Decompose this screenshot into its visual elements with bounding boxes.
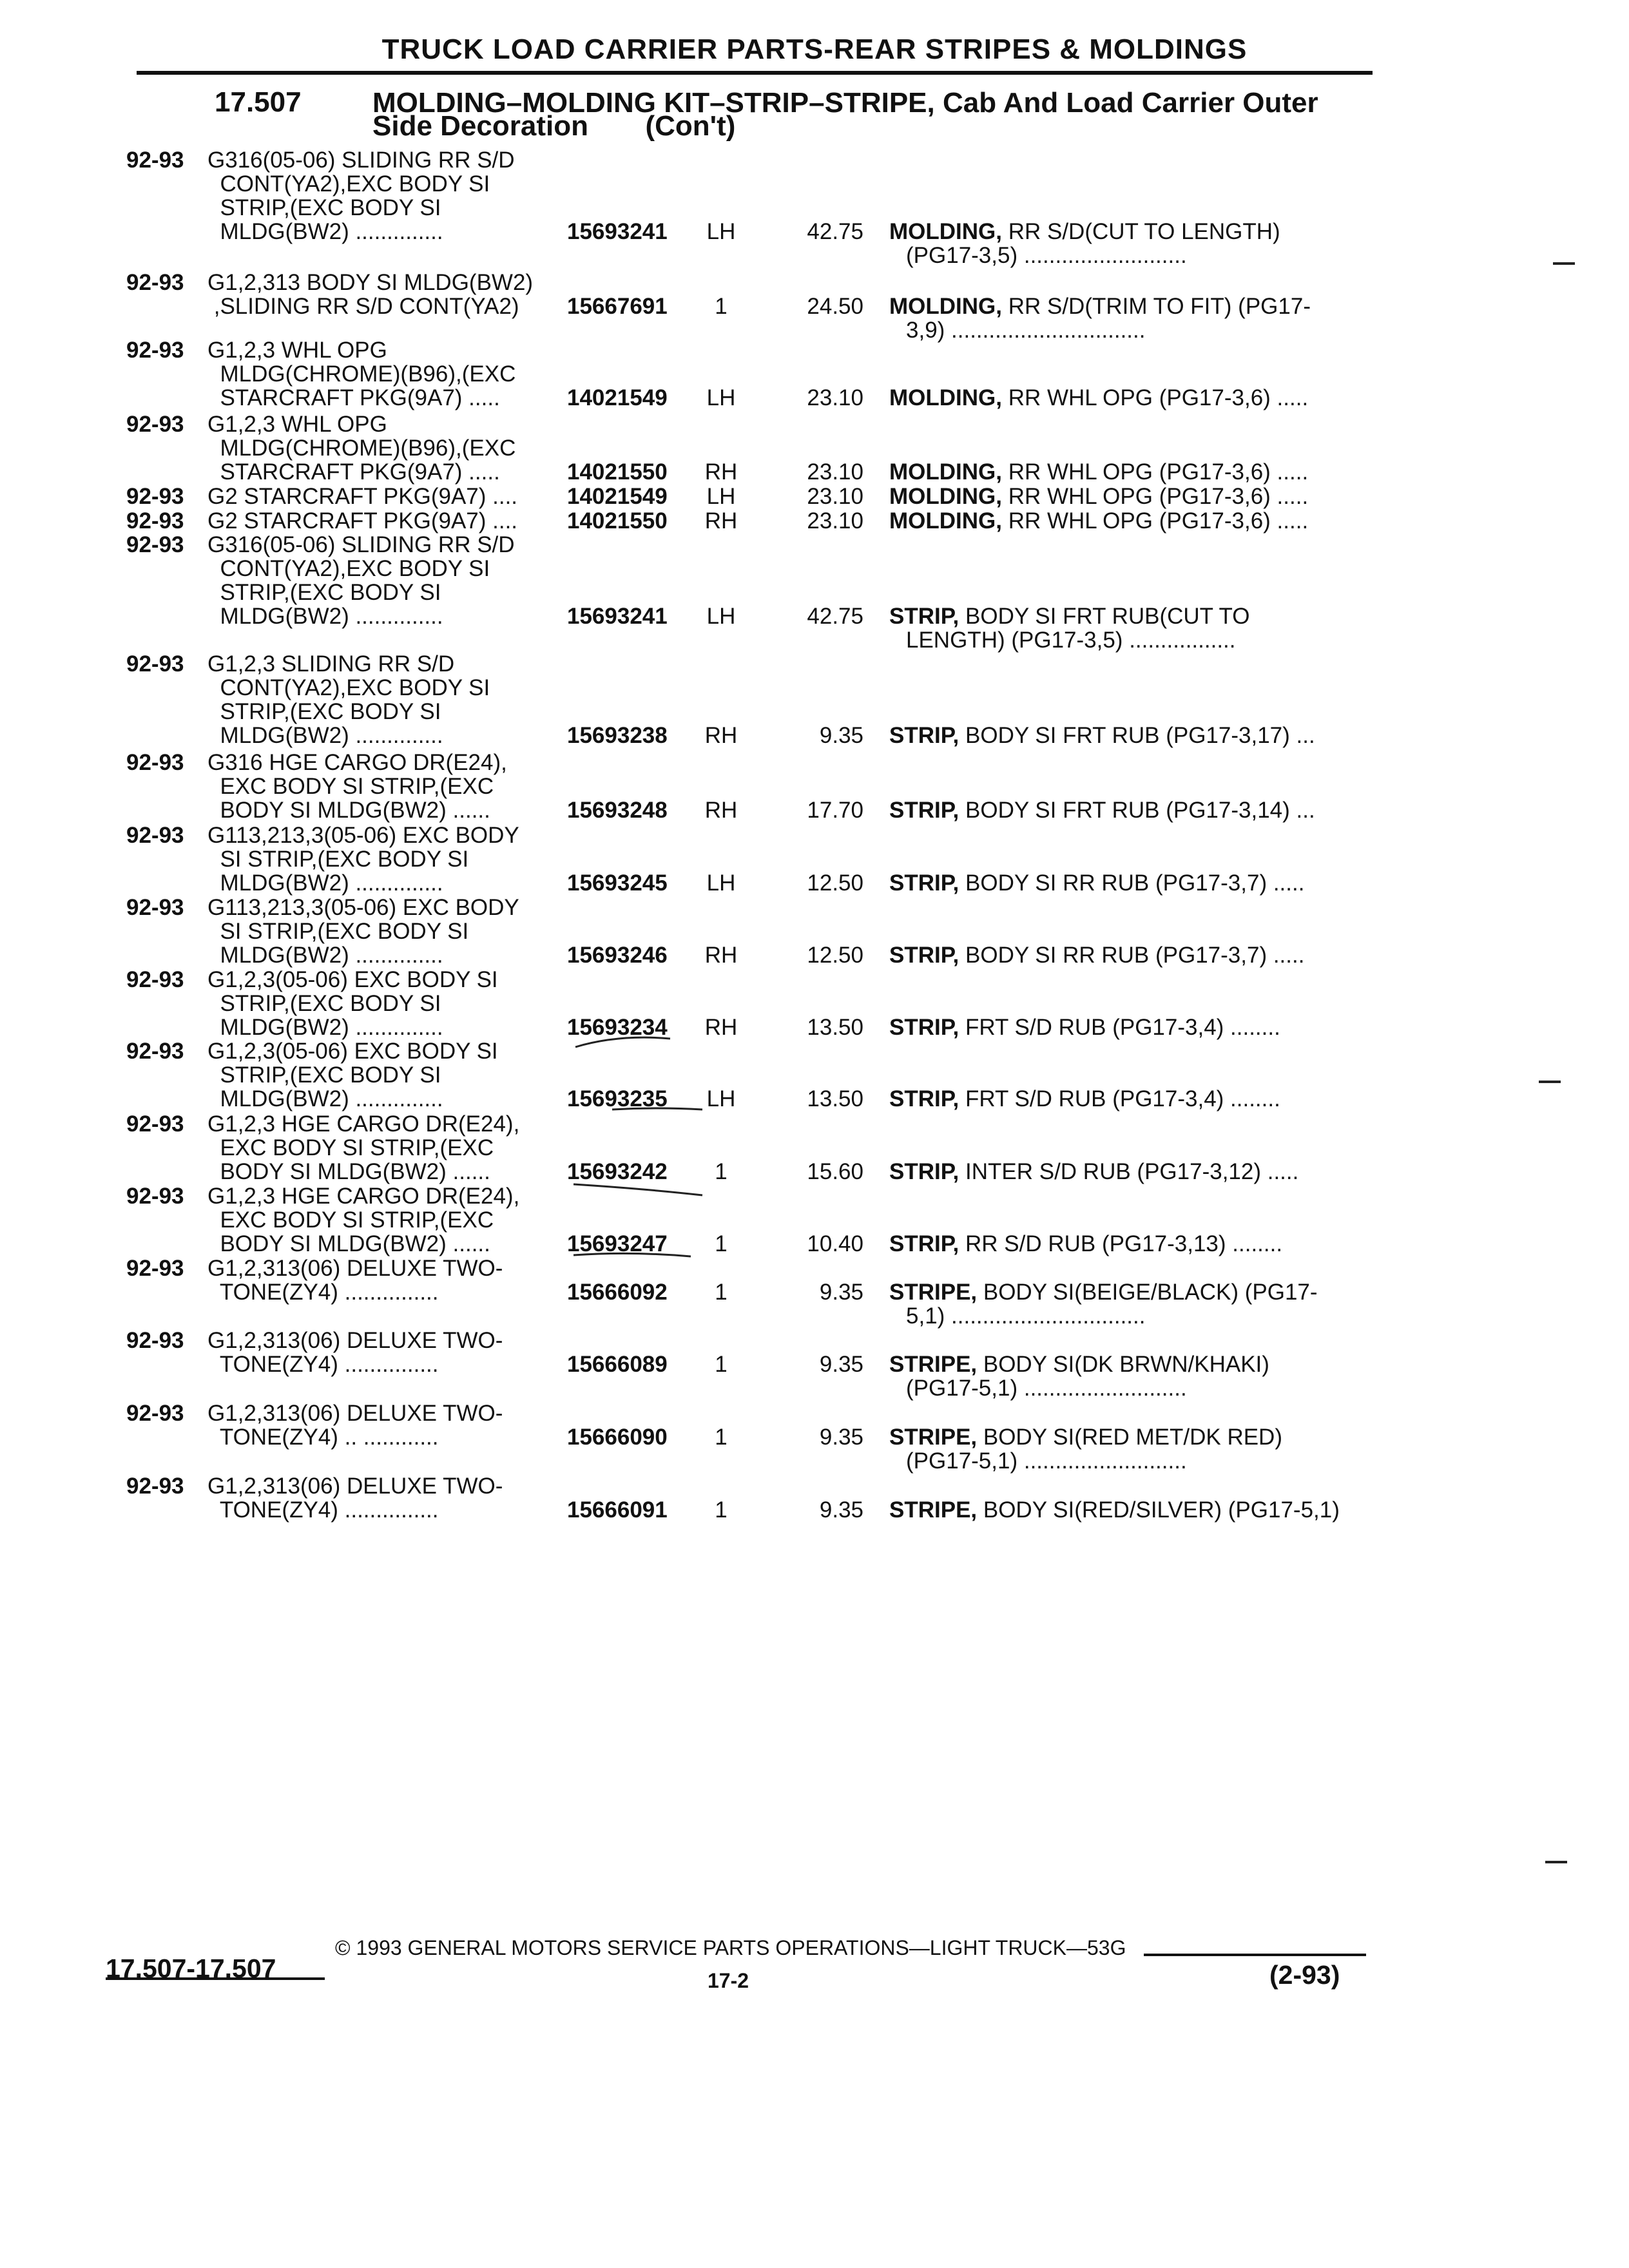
description-line: EXC BODY SI STRIP,(EXC [207, 1135, 494, 1160]
part-name-keyword: MOLDING, [889, 385, 1002, 410]
part-number: 15693238 [567, 723, 668, 748]
margin-mark [1553, 262, 1575, 265]
quantity-or-side: LH [706, 1086, 736, 1111]
section-continued: (Con't) [645, 110, 736, 142]
quantity-or-side: 1 [715, 1497, 728, 1523]
quantity-or-side: 1 [715, 1280, 728, 1305]
price: 42.75 [807, 219, 863, 244]
quantity-or-side: 1 [715, 1425, 728, 1450]
part-number: 15693246 [567, 943, 668, 968]
model-year: 92-93 [126, 270, 184, 295]
part-name-keyword: MOLDING, [889, 294, 1002, 319]
part-name-line2: 3,9) ............................... [906, 318, 1146, 343]
description-line: BODY SI MLDG(BW2) ...... [207, 1231, 490, 1256]
part-name-detail: BODY SI(RED/SILVER) (PG17-5,1) [977, 1497, 1340, 1523]
part-number: 15693235 [567, 1086, 668, 1111]
part-name-keyword: STRIPE, [889, 1497, 978, 1523]
price: 9.35 [819, 1497, 863, 1523]
model-year: 92-93 [126, 1039, 184, 1064]
part-name-keyword: MOLDING, [889, 459, 1002, 485]
description-line: G1,2,313 BODY SI MLDG(BW2) [207, 270, 534, 295]
description-line: STRIP,(EXC BODY SI [207, 699, 441, 724]
part-name-line2: LENGTH) (PG17-3,5) ................. [906, 628, 1236, 653]
price: 24.50 [807, 294, 863, 319]
description-line: G1,2,3(05-06) EXC BODY SI [207, 967, 498, 992]
part-name-detail: RR WHL OPG (PG17-3,6) ..... [1001, 385, 1309, 410]
description-line: G316(05-06) SLIDING RR S/D [207, 148, 515, 173]
part-name-keyword: MOLDING, [889, 508, 1002, 533]
part-name-detail: BODY SI RR RUB (PG17-3,7) ..... [959, 870, 1305, 896]
part-name-detail: FRT S/D RUB (PG17-3,4) ........ [959, 1086, 1280, 1111]
part-name-detail: BODY SI RR RUB (PG17-3,7) ..... [959, 943, 1305, 968]
description-line: EXC BODY SI STRIP,(EXC [207, 774, 494, 799]
margin-mark [1539, 1081, 1561, 1083]
part-name-detail: BODY SI(RED MET/DK RED) [977, 1425, 1282, 1450]
part-name-line2: 5,1) ............................... [906, 1303, 1146, 1329]
part-name-keyword: STRIP, [889, 1159, 959, 1184]
page-title: TRUCK LOAD CARRIER PARTS-REAR STRIPES & MOLDINGS [381, 34, 1248, 65]
part-name-keyword: STRIP, [889, 723, 959, 748]
part-number: 15693247 [567, 1231, 668, 1256]
part-number: 15693241 [567, 604, 668, 629]
description-line: MLDG(BW2) .............. [207, 1015, 443, 1040]
part-name-detail: INTER S/D RUB (PG17-3,12) ..... [959, 1159, 1299, 1184]
description-line: CONT(YA2),EXC BODY SI [207, 556, 490, 581]
quantity-or-side: 1 [715, 294, 728, 319]
section-title-subtitle: Side Decoration [372, 110, 588, 142]
price: 9.35 [819, 723, 863, 748]
quantity-or-side: 1 [715, 1159, 728, 1184]
part-number: 15693234 [567, 1015, 668, 1040]
part-name-detail: RR WHL OPG (PG17-3,6) ..... [1001, 508, 1309, 533]
part-name-detail: RR WHL OPG (PG17-3,6) ..... [1001, 484, 1309, 509]
part-name-detail: BODY SI FRT RUB (PG17-3,14) ... [959, 798, 1315, 823]
part-number: 15667691 [567, 294, 668, 319]
description-line: SI STRIP,(EXC BODY SI [207, 847, 469, 872]
part-name-keyword: STRIP, [889, 604, 959, 629]
price: 12.50 [807, 870, 863, 896]
model-year: 92-93 [126, 508, 184, 533]
copyright-line: © 1993 GENERAL MOTORS SERVICE PARTS OPERATIONS—LIGHT TRUCK—53G [335, 1936, 1126, 1959]
price: 23.10 [807, 484, 863, 509]
price: 12.50 [807, 943, 863, 968]
model-year: 92-93 [126, 1256, 184, 1281]
price: 23.10 [807, 385, 863, 410]
part-number: 15666090 [567, 1425, 668, 1450]
model-year: 92-93 [126, 895, 184, 920]
description-line: STRIP,(EXC BODY SI [207, 580, 441, 605]
part-number: 14021550 [567, 459, 668, 485]
description-line: STARCRAFT PKG(9A7) ..... [207, 459, 500, 485]
description-line: G1,2,313(06) DELUXE TWO- [207, 1401, 503, 1426]
footer-page-number: 17-2 [708, 1969, 749, 1992]
price: 23.10 [807, 459, 863, 485]
description-line: G113,213,3(05-06) EXC BODY [207, 823, 519, 848]
description-line: TONE(ZY4) ............... [207, 1280, 439, 1305]
description-line: BODY SI MLDG(BW2) ...... [207, 798, 490, 823]
price: 13.50 [807, 1015, 863, 1040]
part-number: 15666089 [567, 1352, 668, 1377]
price: 9.35 [819, 1280, 863, 1305]
description-line: G1,2,313(06) DELUXE TWO- [207, 1328, 503, 1353]
part-name-keyword: STRIP, [889, 1015, 959, 1040]
part-name-keyword: STRIP, [889, 943, 959, 968]
part-number: 14021549 [567, 484, 668, 509]
quantity-or-side: RH [704, 1015, 738, 1040]
part-name-keyword: STRIP, [889, 870, 959, 896]
quantity-or-side: LH [706, 604, 736, 629]
description-line: BODY SI MLDG(BW2) ...... [207, 1159, 490, 1184]
description-line: MLDG(CHROME)(B96),(EXC [207, 436, 516, 461]
description-line: MLDG(BW2) .............. [207, 604, 443, 629]
model-year: 92-93 [126, 338, 184, 363]
part-number: 15693245 [567, 870, 668, 896]
footer-date: (2-93) [1269, 1960, 1340, 1990]
model-year: 92-93 [126, 412, 184, 437]
description-line: G1,2,3 WHL OPG [207, 338, 387, 363]
price: 17.70 [807, 798, 863, 823]
description-line: MLDG(BW2) .............. [207, 219, 443, 244]
quantity-or-side: RH [704, 508, 738, 533]
model-year: 92-93 [126, 148, 184, 173]
part-name-line2: (PG17-3,5) .......................... [906, 243, 1187, 268]
part-number: 14021549 [567, 385, 668, 410]
part-name-detail: RR S/D(TRIM TO FIT) (PG17- [1001, 294, 1311, 319]
part-name-detail: BODY SI(BEIGE/BLACK) (PG17- [977, 1280, 1318, 1305]
price: 15.60 [807, 1159, 863, 1184]
price: 23.10 [807, 508, 863, 533]
description-line: MLDG(BW2) .............. [207, 870, 443, 896]
description-line: G2 STARCRAFT PKG(9A7) .... [207, 484, 518, 509]
part-number: 15666091 [567, 1497, 668, 1523]
description-line: TONE(ZY4) .. ............ [207, 1425, 439, 1450]
part-number: 15693242 [567, 1159, 668, 1184]
description-line: G1,2,313(06) DELUXE TWO- [207, 1256, 503, 1281]
pen-underline-2 [612, 1108, 702, 1110]
quantity-or-side: RH [704, 943, 738, 968]
model-year: 92-93 [126, 1401, 184, 1426]
model-year: 92-93 [126, 532, 184, 557]
quantity-or-side: LH [706, 870, 736, 896]
footer-rule-right [1144, 1954, 1366, 1956]
model-year: 92-93 [126, 823, 184, 848]
price: 13.50 [807, 1086, 863, 1111]
description-line: STRIP,(EXC BODY SI [207, 1062, 441, 1088]
part-number: 15666092 [567, 1280, 668, 1305]
pen-underline-3 [574, 1184, 702, 1195]
part-name-keyword: STRIP, [889, 1231, 959, 1256]
price: 9.35 [819, 1352, 863, 1377]
quantity-or-side: RH [704, 723, 738, 748]
part-name-line2: (PG17-5,1) .......................... [906, 1376, 1187, 1401]
quantity-or-side: LH [706, 219, 736, 244]
part-name-keyword: MOLDING, [889, 484, 1002, 509]
quantity-or-side: LH [706, 484, 736, 509]
description-line: EXC BODY SI STRIP,(EXC [207, 1207, 494, 1233]
model-year: 92-93 [126, 1111, 184, 1137]
part-name-keyword: STRIPE, [889, 1352, 978, 1377]
pen-underline-4 [574, 1253, 691, 1256]
section-number: 17.507 [215, 86, 302, 118]
model-year: 92-93 [126, 651, 184, 677]
price: 10.40 [807, 1231, 863, 1256]
quantity-or-side: LH [706, 385, 736, 410]
quantity-or-side: RH [704, 798, 738, 823]
description-line: G1,2,3 WHL OPG [207, 412, 387, 437]
part-name-detail: BODY SI(DK BRWN/KHAKI) [977, 1352, 1269, 1377]
quantity-or-side: 1 [715, 1352, 728, 1377]
footer-section-range: 17.507-17.507 [106, 1954, 276, 1983]
part-name-keyword: STRIP, [889, 798, 959, 823]
part-name-keyword: STRIP, [889, 1086, 959, 1111]
price: 9.35 [819, 1425, 863, 1450]
part-name-detail: BODY SI FRT RUB (PG17-3,17) ... [959, 723, 1315, 748]
part-name-keyword: MOLDING, [889, 219, 1002, 244]
model-year: 92-93 [126, 1328, 184, 1353]
description-line: G113,213,3(05-06) EXC BODY [207, 895, 519, 920]
description-line: SI STRIP,(EXC BODY SI [207, 919, 469, 944]
part-name-detail: RR S/D(CUT TO LENGTH) [1001, 219, 1280, 244]
description-line: G1,2,3 HGE CARGO DR(E24), [207, 1184, 520, 1209]
model-year: 92-93 [126, 967, 184, 992]
description-line: STARCRAFT PKG(9A7) ..... [207, 385, 500, 410]
description-line: TONE(ZY4) ............... [207, 1352, 439, 1377]
pen-underline-1 [575, 1037, 670, 1047]
description-line: MLDG(BW2) .............. [207, 943, 443, 968]
model-year: 92-93 [126, 1474, 184, 1499]
description-line: TONE(ZY4) ............... [207, 1497, 439, 1523]
part-name-line2: (PG17-5,1) .......................... [906, 1448, 1187, 1474]
part-number: 15693241 [567, 219, 668, 244]
description-line: G2 STARCRAFT PKG(9A7) .... [207, 508, 518, 533]
model-year: 92-93 [126, 1184, 184, 1209]
description-line: G1,2,3 SLIDING RR S/D [207, 651, 455, 677]
part-number: 15693248 [567, 798, 668, 823]
description-line: ,SLIDING RR S/D CONT(YA2) [207, 294, 519, 319]
part-name-keyword: STRIPE, [889, 1425, 978, 1450]
description-line: MLDG(BW2) .............. [207, 723, 443, 748]
description-line: MLDG(BW2) .............. [207, 1086, 443, 1111]
part-name-detail: BODY SI FRT RUB(CUT TO [959, 604, 1250, 629]
part-name-detail: RR WHL OPG (PG17-3,6) ..... [1001, 459, 1309, 485]
description-line: MLDG(CHROME)(B96),(EXC [207, 361, 516, 387]
margin-mark [1545, 1861, 1567, 1863]
description-line: CONT(YA2),EXC BODY SI [207, 171, 490, 197]
description-line: G316(05-06) SLIDING RR S/D [207, 532, 515, 557]
description-line: G316 HGE CARGO DR(E24), [207, 750, 507, 775]
part-name-keyword: STRIPE, [889, 1280, 978, 1305]
description-line: STRIP,(EXC BODY SI [207, 195, 441, 220]
section-title-line1: MOLDING–MOLDING KIT–STRIP–STRIPE, Cab And Load Carrier Outer [372, 87, 1318, 119]
part-name-detail: FRT S/D RUB (PG17-3,4) ........ [959, 1015, 1280, 1040]
description-line: CONT(YA2),EXC BODY SI [207, 675, 490, 700]
description-line: G1,2,313(06) DELUXE TWO- [207, 1474, 503, 1499]
part-name-detail: RR S/D RUB (PG17-3,13) ........ [959, 1231, 1283, 1256]
model-year: 92-93 [126, 484, 184, 509]
part-number: 14021550 [567, 508, 668, 533]
description-line: G1,2,3(05-06) EXC BODY SI [207, 1039, 498, 1064]
model-year: 92-93 [126, 750, 184, 775]
description-line: STRIP,(EXC BODY SI [207, 991, 441, 1016]
price: 42.75 [807, 604, 863, 629]
description-line: G1,2,3 HGE CARGO DR(E24), [207, 1111, 520, 1137]
quantity-or-side: RH [704, 459, 738, 485]
quantity-or-side: 1 [715, 1231, 728, 1256]
